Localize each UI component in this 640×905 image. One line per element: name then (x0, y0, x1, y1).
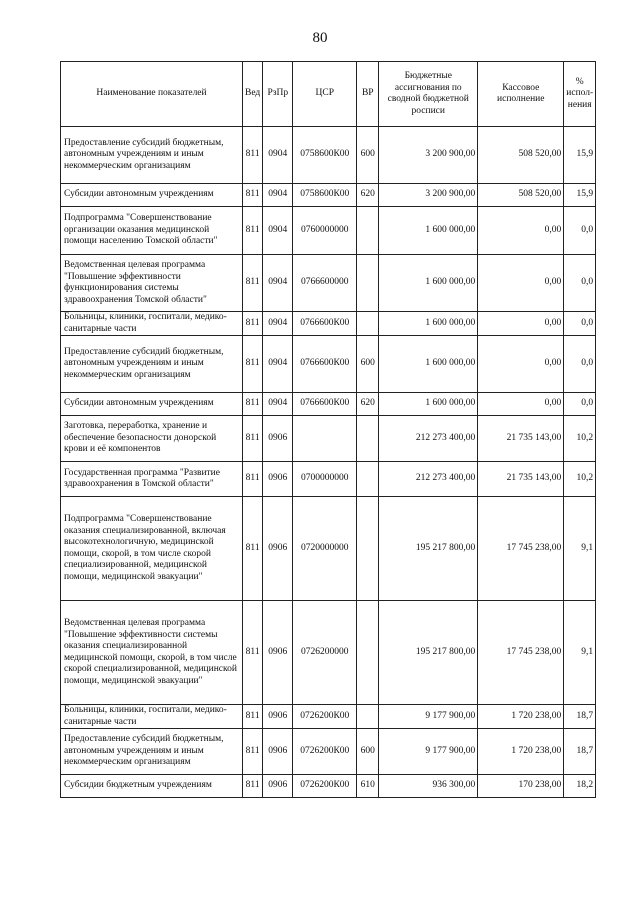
header-budget: Бюджетные ассигнования по сводной бюджетной росписи (379, 62, 478, 127)
cell-rzpr: 0904 (263, 312, 293, 336)
cell-vr (357, 416, 379, 462)
cell-pct: 9,1 (564, 497, 596, 601)
cell-budget: 936 300,00 (379, 775, 478, 798)
cell-vr (357, 462, 379, 497)
cell-pct: 15,9 (564, 127, 596, 184)
cell-vr (357, 312, 379, 336)
cell-csr: 0760000000 (293, 207, 357, 255)
cell-pct: 0,0 (564, 336, 596, 393)
cell-cash: 170 238,00 (478, 775, 564, 798)
cell-csr: 0726200К00 (293, 705, 357, 729)
cell-ved: 811 (243, 729, 263, 775)
cell-name: Ведомственная целевая программа "Повышение эффективности системы оказания специализированной медицинской помощи, скорой, в том числе скорой специализированной, медицинской помощи, медицинской эвакуации" (61, 601, 243, 705)
table-row (61, 497, 596, 601)
header-name: Наименование показателей (61, 62, 243, 127)
cell-name: Государственная программа "Развитие здравоохранения в Томской области" (61, 462, 243, 497)
cell-budget: 1 600 000,00 (379, 207, 478, 255)
cell-vr: 610 (357, 775, 379, 798)
cell-name: Предоставление субсидий бюджетным, автономным учреждениям и иным некоммерческим организациям (61, 336, 243, 393)
table-row (61, 775, 596, 798)
cell-pct: 10,2 (564, 416, 596, 462)
cell-vr: 600 (357, 127, 379, 184)
cell-pct: 18,2 (564, 775, 596, 798)
table-row (61, 312, 596, 336)
cell-vr: 620 (357, 184, 379, 207)
table-row (61, 127, 596, 184)
header-row (61, 62, 596, 127)
cell-rzpr: 0904 (263, 184, 293, 207)
cell-csr: 0766600К00 (293, 336, 357, 393)
cell-csr: 0766600К00 (293, 312, 357, 336)
header-ved: Вед (243, 62, 263, 127)
cell-ved: 811 (243, 207, 263, 255)
cell-pct: 9,1 (564, 601, 596, 705)
cell-csr: 0700000000 (293, 462, 357, 497)
cell-cash: 17 745 238,00 (478, 601, 564, 705)
cell-budget: 3 200 900,00 (379, 127, 478, 184)
cell-budget: 1 600 000,00 (379, 393, 478, 416)
table-row (61, 184, 596, 207)
cell-rzpr: 0906 (263, 601, 293, 705)
cell-csr: 0758600К00 (293, 127, 357, 184)
cell-rzpr: 0904 (263, 393, 293, 416)
cell-cash: 0,00 (478, 255, 564, 312)
cell-vr (357, 207, 379, 255)
cell-cash: 508 520,00 (478, 127, 564, 184)
cell-name: Заготовка, переработка, хранение и обеспечение безопасности донорской крови и её компонентов (61, 416, 243, 462)
cell-vr: 620 (357, 393, 379, 416)
cell-rzpr: 0906 (263, 705, 293, 729)
cell-ved: 811 (243, 462, 263, 497)
cell-budget: 212 273 400,00 (379, 416, 478, 462)
cell-ved: 811 (243, 312, 263, 336)
cell-budget: 195 217 800,00 (379, 497, 478, 601)
cell-rzpr: 0904 (263, 336, 293, 393)
cell-pct: 10,2 (564, 462, 596, 497)
cell-ved: 811 (243, 127, 263, 184)
cell-csr: 0720000000 (293, 497, 357, 601)
cell-rzpr: 0904 (263, 255, 293, 312)
table-row (61, 393, 596, 416)
cell-ved: 811 (243, 705, 263, 729)
cell-cash: 0,00 (478, 312, 564, 336)
cell-budget: 1 600 000,00 (379, 336, 478, 393)
cell-csr: 0726200000 (293, 601, 357, 705)
cell-name: Субсидии бюджетным учреждениям (61, 775, 243, 798)
cell-budget: 3 200 900,00 (379, 184, 478, 207)
header-cash: Кассовое исполнение (478, 62, 564, 127)
cell-vr (357, 705, 379, 729)
cell-cash: 21 735 143,00 (478, 416, 564, 462)
cell-cash: 21 735 143,00 (478, 462, 564, 497)
cell-name: Ведомственная целевая программа "Повышение эффективности функционирования системы здравоохранения Томской области" (61, 255, 243, 312)
page-number: 80 (312, 30, 328, 46)
cell-budget: 1 600 000,00 (379, 312, 478, 336)
cell-ved: 811 (243, 393, 263, 416)
cell-ved: 811 (243, 775, 263, 798)
cell-vr (357, 255, 379, 312)
cell-rzpr: 0906 (263, 729, 293, 775)
cell-csr: 0766600К00 (293, 393, 357, 416)
header-csr: ЦСР (293, 62, 357, 127)
cell-name: Больницы, клиники, госпитали, медико-санитарные части (61, 705, 243, 729)
cell-budget: 212 273 400,00 (379, 462, 478, 497)
cell-rzpr: 0904 (263, 207, 293, 255)
table-row (61, 336, 596, 393)
cell-vr: 600 (357, 729, 379, 775)
cell-budget: 195 217 800,00 (379, 601, 478, 705)
cell-rzpr: 0904 (263, 127, 293, 184)
header-vr: ВР (357, 62, 379, 127)
cell-cash: 0,00 (478, 336, 564, 393)
cell-pct: 18,7 (564, 705, 596, 729)
cell-rzpr: 0906 (263, 416, 293, 462)
table-row (61, 729, 596, 775)
cell-vr (357, 497, 379, 601)
cell-cash: 0,00 (478, 207, 564, 255)
cell-name: Субсидии автономным учреждениям (61, 184, 243, 207)
cell-csr: 0758600К00 (293, 184, 357, 207)
cell-pct: 0,0 (564, 255, 596, 312)
cell-ved: 811 (243, 601, 263, 705)
cell-pct: 0,0 (564, 207, 596, 255)
cell-cash: 1 720 238,00 (478, 729, 564, 775)
header-pct: % испол-нения (564, 62, 596, 127)
cell-rzpr: 0906 (263, 775, 293, 798)
cell-csr: 0726200К00 (293, 775, 357, 798)
cell-pct: 15,9 (564, 184, 596, 207)
table-row (61, 705, 596, 729)
cell-name: Подпрограмма "Совершенствование оказания специализированной, включая высокотехнологичную, медицинской помощи, скорой, в том числе скорой специализированной, медицинской помощи, медицинской эвакуации" (61, 497, 243, 601)
cell-vr: 600 (357, 336, 379, 393)
table-row (61, 416, 596, 462)
cell-pct: 0,0 (564, 393, 596, 416)
cell-budget: 9 177 900,00 (379, 705, 478, 729)
cell-pct: 18,7 (564, 729, 596, 775)
cell-rzpr: 0906 (263, 462, 293, 497)
table-row (61, 255, 596, 312)
cell-budget: 1 600 000,00 (379, 255, 478, 312)
cell-ved: 811 (243, 497, 263, 601)
cell-name: Субсидии автономным учреждениям (61, 393, 243, 416)
budget-table (60, 61, 596, 798)
cell-cash: 17 745 238,00 (478, 497, 564, 601)
cell-cash: 508 520,00 (478, 184, 564, 207)
cell-csr: 0726200К00 (293, 729, 357, 775)
cell-ved: 811 (243, 416, 263, 462)
cell-rzpr: 0906 (263, 497, 293, 601)
cell-name: Больницы, клиники, госпитали, медико-санитарные части (61, 312, 243, 336)
cell-cash: 1 720 238,00 (478, 705, 564, 729)
cell-ved: 811 (243, 336, 263, 393)
cell-cash: 0,00 (478, 393, 564, 416)
cell-ved: 811 (243, 255, 263, 312)
cell-budget: 9 177 900,00 (379, 729, 478, 775)
table-row (61, 207, 596, 255)
cell-name: Подпрограмма "Совершенствование организации оказания медицинской помощи населению Томской области" (61, 207, 243, 255)
table-row (61, 462, 596, 497)
table-row (61, 601, 596, 705)
cell-ved: 811 (243, 184, 263, 207)
header-rzpr: РзПр (263, 62, 293, 127)
cell-pct: 0,0 (564, 312, 596, 336)
cell-vr (357, 601, 379, 705)
cell-csr (293, 416, 357, 462)
cell-name: Предоставление субсидий бюджетным, автономным учреждениям и иным некоммерческим организациям (61, 729, 243, 775)
cell-csr: 0766600000 (293, 255, 357, 312)
cell-name: Предоставление субсидий бюджетным, автономным учреждениям и иным некоммерческим организациям (61, 127, 243, 184)
